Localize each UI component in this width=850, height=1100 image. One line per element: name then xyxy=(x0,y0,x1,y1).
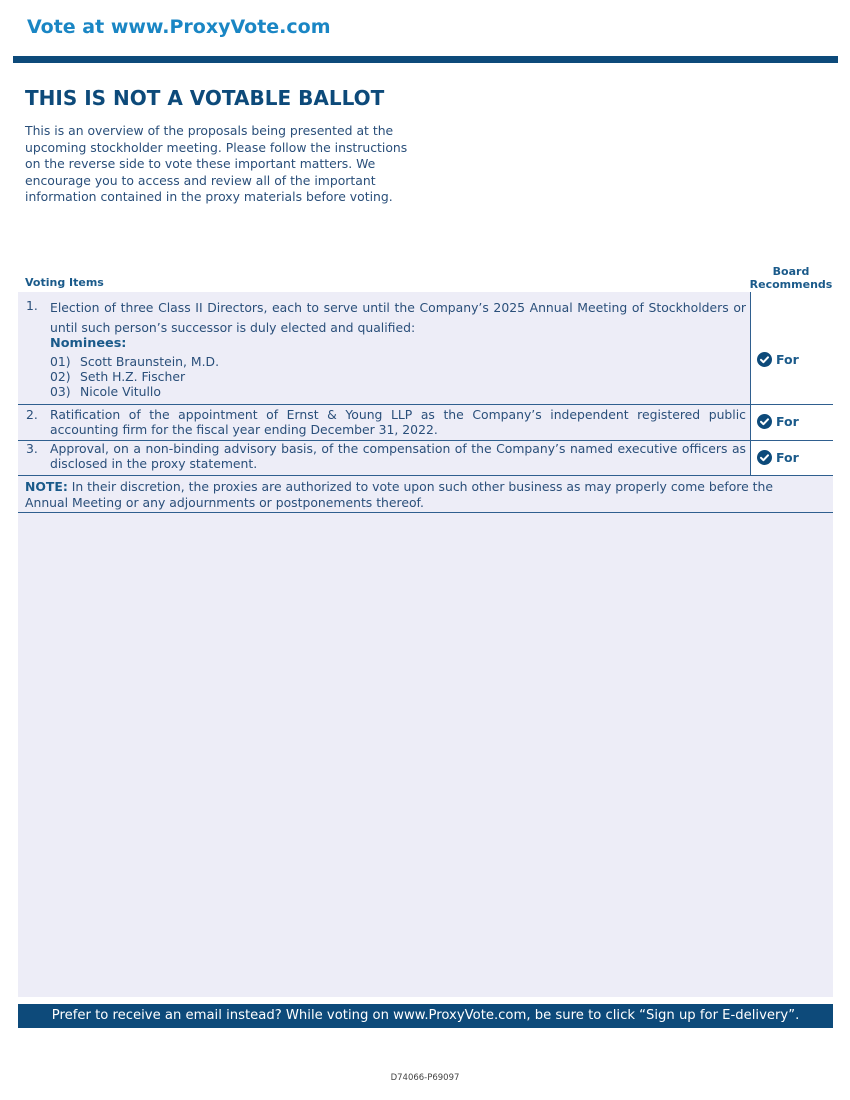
voting-item-3 xyxy=(18,441,833,476)
check-circle-icon xyxy=(757,414,772,429)
note-divider xyxy=(18,512,833,513)
nominee-list xyxy=(50,354,746,399)
note-text: In their discretion, the proxies are authorized to vote upon such other business as may properly come before the Annual Meeting or any adjournments or postponements thereof. xyxy=(25,479,774,510)
recommendation-cell xyxy=(750,441,834,475)
edelivery-banner: Prefer to receive an email instead? While voting on www.ProxyVote.com, be sure to click “Sign up for E-delivery”. xyxy=(18,1004,833,1028)
vote-url-heading: Vote at www.ProxyVote.com xyxy=(27,16,331,38)
item-number: 2. xyxy=(26,407,38,422)
recommendation-cell xyxy=(750,292,834,404)
nominee-item: 03) Nicole Vitullo xyxy=(50,384,161,399)
item-number: 3. xyxy=(26,441,38,456)
note-paragraph xyxy=(25,479,805,510)
board-header-line1: Board xyxy=(772,265,810,278)
board-recommends-column-header xyxy=(748,265,834,291)
nominees-label: Nominees: xyxy=(50,336,127,351)
item-text: Approval, on a non-binding advisory basis, of the compensation of the Company’s named executive officers as disclosed in the proxy statement. xyxy=(50,441,746,471)
item-text: Election of three Class II Directors, each to serve until the Company’s 2025 Annual Meeting of Stockholders or until such person’s successor is duly elected and qualified: xyxy=(50,300,746,335)
voting-item-1 xyxy=(18,292,833,405)
voting-items-column-header: Voting Items xyxy=(25,276,104,289)
document-code: D74066-P69097 xyxy=(390,1073,460,1083)
recommendation-for: For xyxy=(757,414,799,429)
intro-paragraph: This is an overview of the proposals being presented at the upcoming stockholder meeting. Please follow the instructions on the reverse side to vote these important matters. We encourage you to access and review all of the important information contained in the proxy materials before voting. xyxy=(25,123,408,204)
nominee-item: 02) Seth H.Z. Fischer xyxy=(50,369,186,384)
check-circle-icon xyxy=(757,450,772,465)
recommendation-for: For xyxy=(757,450,799,465)
nominee-item: 01) Scott Braunstein, M.D. xyxy=(50,354,220,369)
recommendation-cell xyxy=(750,405,834,440)
voting-item-2 xyxy=(18,405,833,441)
top-divider xyxy=(13,56,838,63)
note-label: NOTE: xyxy=(25,479,68,494)
page-title: THIS IS NOT A VOTABLE BALLOT xyxy=(25,86,385,110)
item-text: Ratification of the appointment of Ernst & Young LLP as the Company’s independent registered public accounting firm for the fiscal year ending December 31, 2022. xyxy=(50,407,746,437)
board-header-line2: Recommends xyxy=(749,278,833,291)
recommendation-for: For xyxy=(757,352,799,367)
item-number: 1. xyxy=(26,298,38,313)
check-circle-icon xyxy=(757,352,772,367)
